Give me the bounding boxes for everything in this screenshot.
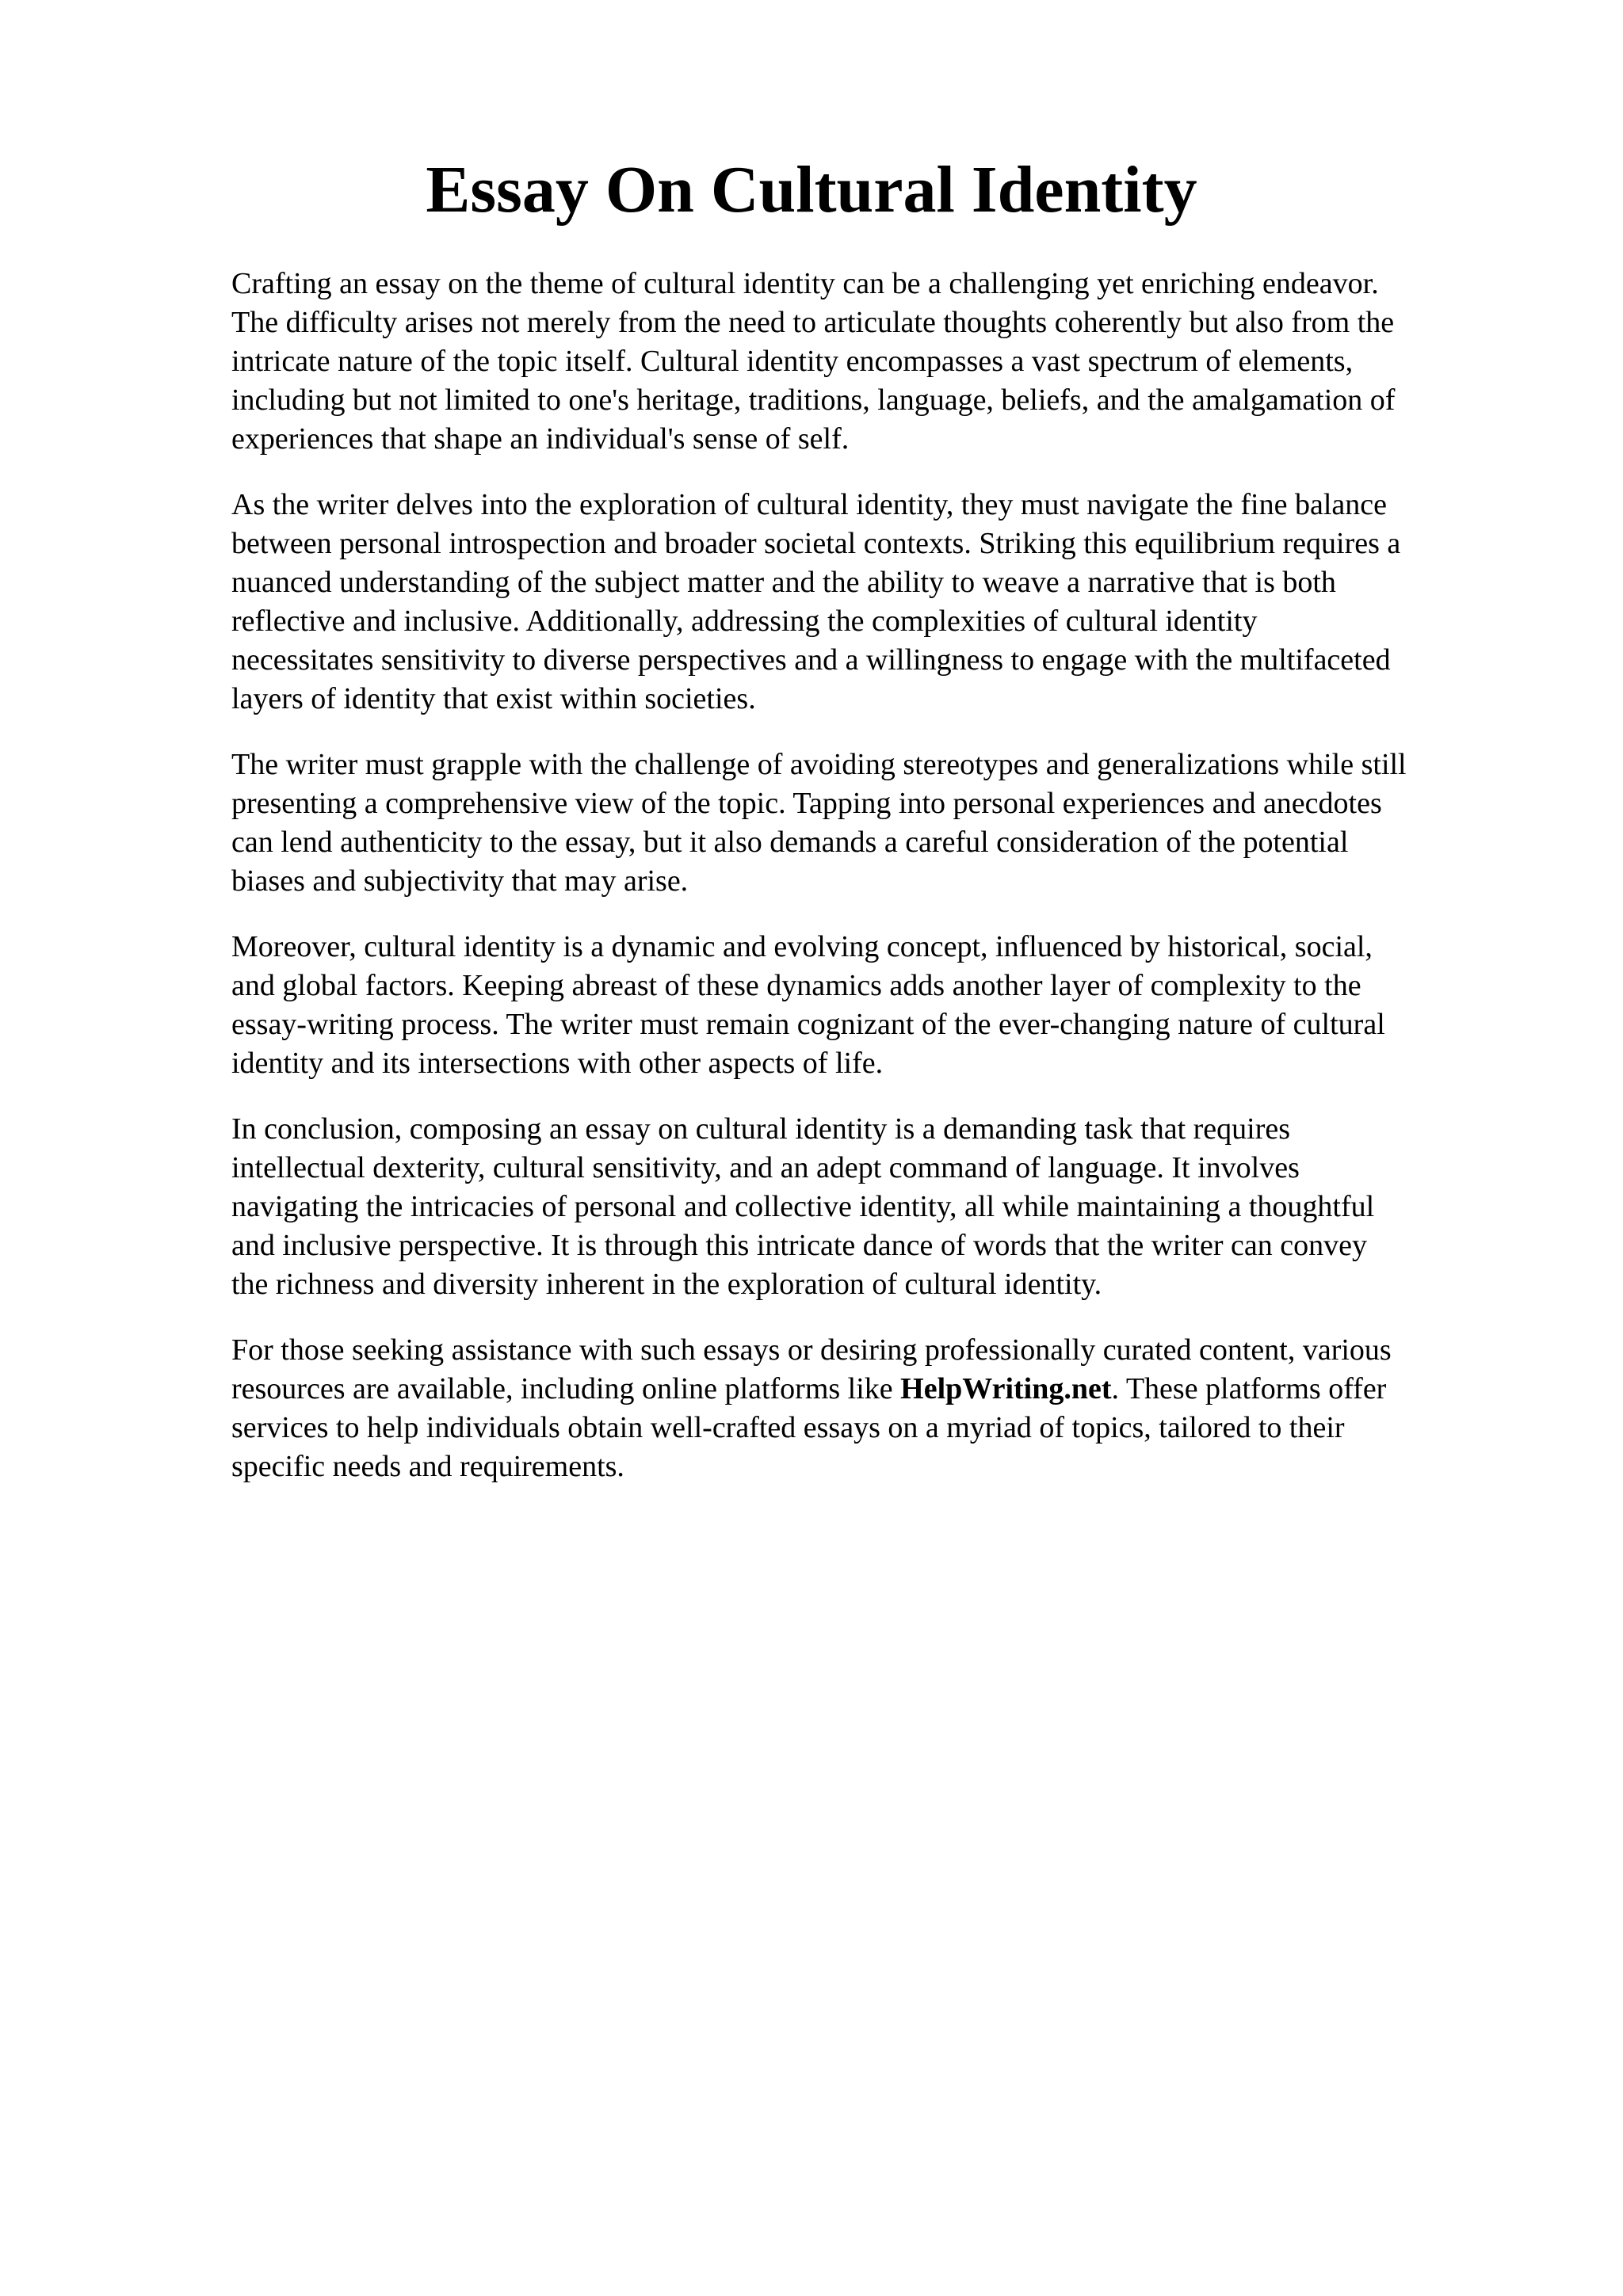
text-line: experiences that shape an individual's sense of self. xyxy=(231,422,850,456)
text-line: specific needs and requirements. xyxy=(231,1450,624,1483)
text-fragment: . These platforms offer xyxy=(1111,1372,1387,1405)
text-line: necessitates sensitivity to diverse perspectives and a willingness to engage with the multifaceted xyxy=(231,643,1391,677)
paragraph-2 xyxy=(231,486,1531,719)
text-line: The difficulty arises not merely from the need to articulate thoughts coherently but also from the xyxy=(231,306,1395,339)
text-line: services to help individuals obtain well-crafted essays on a myriad of topics, tailored to their xyxy=(231,1411,1345,1444)
text-line: intellectual dexterity, cultural sensitivity, and an adept command of language. It involves xyxy=(231,1151,1300,1184)
text-line: including but not limited to one's heritage, traditions, language, beliefs, and the amalgamation of xyxy=(231,383,1396,417)
text-line: For those seeking assistance with such essays or desiring professionally curated content, various xyxy=(231,1333,1392,1367)
text-line: layers of identity that exist within societies. xyxy=(231,682,756,715)
text-line: reflective and inclusive. Additionally, addressing the complexities of cultural identity xyxy=(231,605,1258,638)
text-line: biases and subjectivity that may arise. xyxy=(231,864,689,898)
text-fragment: resources are available, including online platforms like xyxy=(231,1372,901,1405)
text-line: navigating the intricacies of personal and collective identity, all while maintaining a thoughtful xyxy=(231,1190,1375,1223)
text-line: In conclusion, composing an essay on cultural identity is a demanding task that requires xyxy=(231,1112,1291,1146)
text-line: and inclusive perspective. It is through this intricate dance of words that the writer can convey xyxy=(231,1229,1367,1262)
text-line: can lend authenticity to the essay, but it also demands a careful consideration of the potential xyxy=(231,826,1349,859)
paragraph-1 xyxy=(231,265,1531,459)
text-line: and global factors. Keeping abreast of these dynamics adds another layer of complexity to the xyxy=(231,969,1361,1002)
helpwriting-brand-name: HelpWriting.net xyxy=(900,1372,1112,1405)
paragraph-6 xyxy=(231,1331,1531,1486)
essay-body xyxy=(231,265,1531,1513)
page-title: Essay On Cultural Identity xyxy=(426,153,1197,227)
paragraph-5 xyxy=(231,1110,1531,1304)
text-line: between personal introspection and broader societal contexts. Striking this equilibrium requires a xyxy=(231,527,1401,560)
paragraph-3 xyxy=(231,746,1531,901)
text-line: The writer must grapple with the challenge of avoiding stereotypes and generalizations while still xyxy=(231,748,1407,781)
text-line: As the writer delves into the exploration of cultural identity, they must navigate the fine balance xyxy=(231,488,1387,521)
text-line: intricate nature of the topic itself. Cultural identity encompasses a vast spectrum of elements, xyxy=(231,345,1354,378)
text-line: nuanced understanding of the subject matter and the ability to weave a narrative that is both xyxy=(231,566,1336,599)
text-line: Moreover, cultural identity is a dynamic and evolving concept, influenced by historical, social, xyxy=(231,930,1373,963)
text-line: the richness and diversity inherent in the exploration of cultural identity. xyxy=(231,1268,1102,1301)
text-line: essay-writing process. The writer must remain cognizant of the ever-changing nature of cultural xyxy=(231,1008,1385,1041)
text-line: Crafting an essay on the theme of cultural identity can be a challenging yet enriching endeavor. xyxy=(231,267,1379,300)
text-line: presenting a comprehensive view of the topic. Tapping into personal experiences and anecdotes xyxy=(231,787,1382,820)
paragraph-4 xyxy=(231,928,1531,1083)
text-line-with-brand xyxy=(231,1370,1531,1409)
text-line: identity and its intersections with other aspects of life. xyxy=(231,1047,884,1080)
